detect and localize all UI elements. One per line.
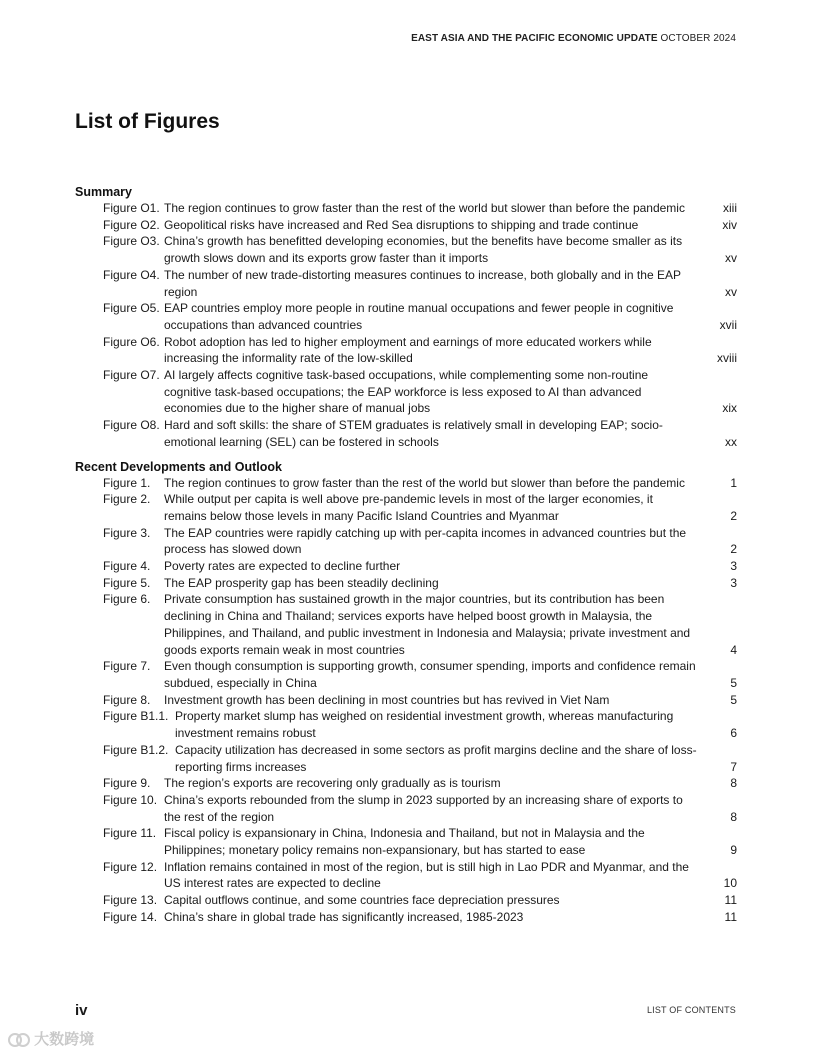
- figure-label: Figure 13.: [103, 893, 158, 908]
- figure-caption: Fiscal policy is expansionary in China, Indonesia and Thailand, but not in Malaysia and the Philippines; monetary policy remains non-expansionary, but has started to ease: [164, 826, 645, 858]
- figure-entry[interactable]: [75, 417, 737, 450]
- figure-entry[interactable]: [75, 300, 737, 333]
- figure-caption: Robot adoption has led to higher employment and earnings of more educated workers while increasing the informality rate of the low-skilled: [164, 334, 652, 366]
- figure-caption: Inflation remains contained in most of the region, but is still high in Lao PDR and Myanmar, and the US interest rates are expected to decline: [164, 859, 689, 891]
- figure-label: Figure O8.: [103, 418, 160, 433]
- figure-entry[interactable]: [75, 334, 737, 367]
- section-title-recent-developments: Recent Developments and Outlook: [75, 459, 282, 474]
- figure-page: 9: [730, 843, 737, 858]
- figure-page: xvii: [719, 317, 737, 332]
- figure-entry[interactable]: [75, 575, 737, 592]
- figure-page: 5: [730, 675, 737, 690]
- figure-entry[interactable]: [75, 825, 737, 858]
- figure-page: 1: [730, 475, 737, 490]
- figure-label: Figure O1.: [103, 201, 160, 215]
- figure-label: Figure O3.: [103, 234, 160, 249]
- figure-entry[interactable]: [75, 200, 737, 217]
- figure-entry[interactable]: [75, 491, 737, 524]
- figure-entry[interactable]: [75, 859, 737, 892]
- figure-label: Figure 8.: [103, 692, 151, 707]
- figure-label: Figure 7.: [103, 659, 151, 674]
- figure-page: 11: [724, 909, 737, 924]
- figure-page: xv: [725, 284, 737, 299]
- figure-page: xiv: [722, 217, 737, 232]
- page-number: iv: [75, 1002, 88, 1019]
- figure-label: Figure O5.: [103, 301, 160, 316]
- running-head: [411, 33, 736, 44]
- figure-caption: Hard and soft skills: the share of STEM graduates is relatively small in developing EAP; socio-emotional learning (SEL) can be fostered in schools: [164, 418, 663, 449]
- page-title: List of Figures: [75, 110, 220, 133]
- figure-label: Figure 3.: [103, 525, 151, 540]
- figure-entry[interactable]: [75, 217, 737, 234]
- figure-caption: The EAP prosperity gap has been steadily declining: [164, 575, 439, 590]
- figure-page: xx: [725, 434, 737, 449]
- figure-page: 8: [730, 776, 737, 791]
- figure-page: 11: [724, 893, 737, 908]
- figure-entry[interactable]: [75, 233, 737, 266]
- watermark: [8, 1028, 94, 1049]
- figure-page: 6: [730, 726, 737, 741]
- figure-caption: Even though consumption is supporting growth, consumer spending, imports and confidence remain subdued, especially in China: [164, 659, 696, 690]
- figure-label: Figure O2.: [103, 217, 160, 232]
- figure-page: xix: [722, 401, 737, 416]
- figure-caption: The number of new trade-distorting measures continues to increase, both globally and in the EAP region: [164, 267, 681, 299]
- report-edition: OCTOBER 2024: [660, 33, 736, 44]
- figure-caption: Investment growth has been declining in most countries but has revived in Viet Nam: [164, 692, 610, 707]
- figure-entry[interactable]: [75, 591, 737, 658]
- list-of-figures: [75, 184, 737, 926]
- figure-entry[interactable]: [75, 909, 737, 926]
- figure-label: Figure O7.: [103, 368, 160, 383]
- figure-entry[interactable]: [75, 367, 737, 417]
- footer-section-label: LIST OF CONTENTS: [646, 1005, 736, 1015]
- figure-label: Figure 11.: [103, 826, 157, 841]
- figure-caption: Capacity utilization has decreased in some sectors as profit margins decline and the share of loss-reporting firms increases: [175, 742, 697, 774]
- figure-caption: The region continues to grow faster than the rest of the world but slower than before the pandemic: [164, 475, 685, 490]
- figure-entry[interactable]: [75, 475, 737, 492]
- section-title-summary: Summary: [75, 185, 132, 199]
- figure-page: 4: [730, 642, 737, 657]
- figure-caption: Geopolitical risks have increased and Red Sea disruptions to shipping and trade continue: [164, 217, 639, 232]
- figure-label: Figure B1.2.: [103, 742, 169, 757]
- figure-label: Figure B1.1.: [103, 709, 169, 724]
- figure-caption: While output per capita is well above pre-pandemic levels in most of the larger economies, it remains below those levels in many Pacific Island Countries and Myanmar: [164, 492, 653, 523]
- figure-caption: China’s share in global trade has significantly increased, 1985-2023: [164, 909, 524, 924]
- figure-caption: The EAP countries were rapidly catching up with per-capita incomes in advanced countries but the process has slowed down: [164, 525, 687, 557]
- figure-caption: The region’s exports are recovering only gradually as is tourism: [164, 776, 501, 791]
- figure-page: 3: [730, 575, 737, 590]
- figure-caption: China’s exports rebounded from the slump in 2023 supported by an increasing share of exports to the rest of the region: [164, 792, 683, 824]
- figure-caption: EAP countries employ more people in routine manual occupations and fewer people in cognitive occupations than advanced countries: [164, 301, 674, 332]
- figure-caption: Capital outflows continue, and some countries face depreciation pressures: [164, 893, 560, 908]
- report-title: EAST ASIA AND THE PACIFIC ECONOMIC UPDATE: [411, 33, 658, 44]
- figure-entry[interactable]: [75, 742, 737, 775]
- figure-label: Figure 6.: [103, 592, 151, 607]
- figure-caption: Property market slump has weighed on residential investment growth, whereas manufacturing investment remains robust: [175, 709, 674, 741]
- figure-entry[interactable]: [75, 658, 737, 691]
- figure-label: Figure 10.: [103, 792, 158, 807]
- figure-label: Figure O6.: [103, 334, 160, 349]
- figure-page: xiii: [723, 201, 737, 215]
- figure-page: 7: [730, 759, 737, 774]
- figure-entry[interactable]: [75, 792, 737, 825]
- figure-page: xv: [725, 251, 737, 266]
- figure-entry[interactable]: [75, 267, 737, 300]
- figure-page: 10: [723, 876, 737, 891]
- figure-page: 2: [730, 508, 737, 523]
- figure-entry[interactable]: [75, 892, 737, 909]
- figure-caption: China’s growth has benefitted developing economies, but the benefits have become smaller as its growth slows down and its exports grow faster than it imports: [164, 234, 683, 266]
- watermark-logo-icon: [8, 1032, 30, 1046]
- figure-label: Figure 1.: [103, 475, 151, 490]
- figure-page: 8: [730, 809, 737, 824]
- figure-entry[interactable]: [75, 775, 737, 792]
- figure-caption: The region continues to grow faster than the rest of the world but slower than before the pandemic: [164, 201, 685, 215]
- figure-entry[interactable]: [75, 525, 737, 558]
- figure-label: Figure 12.: [103, 859, 158, 874]
- figure-caption: AI largely affects cognitive task-based occupations, while complementing some non-routine cognitive task-based occupations; the EAP workforce is less exposed to AI than advanced economies due to the higher share of manual jobs: [164, 368, 649, 416]
- figure-entry[interactable]: [75, 692, 737, 709]
- figure-caption: Poverty rates are expected to decline further: [164, 559, 401, 574]
- figure-entry[interactable]: [75, 708, 737, 741]
- figure-label: Figure 5.: [103, 575, 151, 590]
- figure-entry[interactable]: [75, 558, 737, 575]
- figure-label: Figure 4.: [103, 559, 151, 574]
- figure-label: Figure 14.: [103, 909, 158, 924]
- figure-label: Figure 9.: [103, 776, 151, 791]
- figure-label: Figure O4.: [103, 267, 160, 282]
- figure-page: 2: [730, 542, 737, 557]
- figure-page: xviii: [717, 351, 737, 366]
- figure-caption: Private consumption has sustained growth in the major countries, but its contribution has been declining in China and Thailand; services exports have helped boost growth in Malaysia, the Philippines, and Thailand, and public investment in Indonesia and Malaysia; private investment and goods exports remain weak in most countries: [164, 592, 691, 657]
- watermark-text: 大数跨境: [34, 1031, 95, 1048]
- figure-page: 3: [730, 559, 737, 574]
- figure-label: Figure 2.: [103, 492, 151, 507]
- figure-page: 5: [730, 692, 737, 707]
